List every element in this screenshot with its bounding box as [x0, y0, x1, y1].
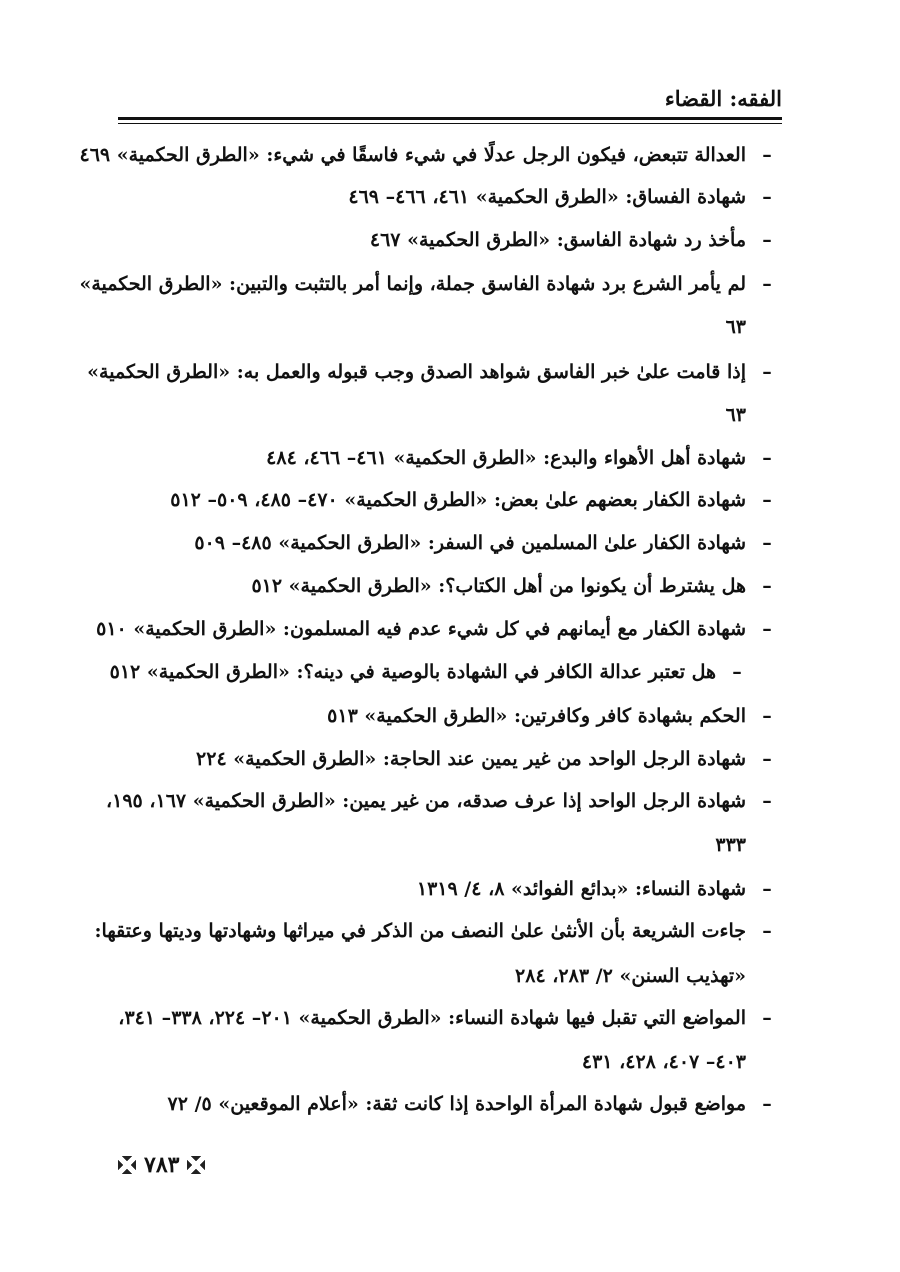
entry-text: شهادة الرجل الواحد من غير يمين عند الحاجة: «الطرق الحكمية» ٢٢٤ [196, 748, 746, 770]
entry-dash: – [762, 878, 772, 900]
entry-text: لم يأمر الشرع برد شهادة الفاسق جملة، وإنما أمر بالتثبت والتبين: «الطرق الحكمية» [79, 273, 746, 295]
entry-dash: – [762, 748, 772, 770]
index-entry [87, 353, 782, 391]
entry-text-continuation: «تهذيب السنن» ٢/ ٢٨٣، ٢٨٤ [515, 965, 746, 987]
index-entry [118, 870, 782, 908]
entry-dash: – [762, 273, 772, 295]
page-folio [118, 1152, 205, 1178]
entry-text: شهادة النساء: «بدائع الفوائد» ٨، ٤/ ١٣١٩ [416, 878, 746, 900]
entry-text: العدالة تتبعض، فيكون الرجل عدلًا في شيء فاسقًا في شيء: «الطرق الحكمية» ٤٦٩ [79, 144, 746, 166]
index-entry-continuation [118, 308, 782, 346]
entry-text: شهادة الكفار بعضهم علىٰ بعض: «الطرق الحكمية» ٤٧٠– ٤٨٥، ٥٠٩– ٥١٢ [170, 489, 746, 511]
header-rule-thin [118, 123, 782, 124]
entry-dash: – [762, 575, 772, 597]
running-header-title: الفقه: القضاء [664, 86, 782, 111]
index-entry [118, 567, 782, 605]
entry-dash: – [762, 920, 772, 942]
index-entry-continuation [118, 1043, 782, 1081]
index-entry [94, 912, 782, 950]
index-entry [118, 524, 782, 562]
entry-dash: – [732, 661, 742, 683]
entry-text: إذا قامت علىٰ خبر الفاسق شواهد الصدق وجب قبوله والعمل به: «الطرق الحكمية» [87, 361, 746, 383]
ornament-right-icon [187, 1156, 205, 1174]
entry-dash: – [762, 532, 772, 554]
index-entry [118, 481, 782, 519]
entry-dash: – [762, 144, 772, 166]
index-entry [109, 653, 782, 691]
entry-dash: – [762, 361, 772, 383]
entry-dash: – [762, 705, 772, 727]
entry-text: المواضع التي تقبل فيها شهادة النساء: «الطرق الحكمية» ٢٠١– ٢٢٤، ٣٣٨– ٣٤١، [118, 1007, 746, 1029]
entry-text: شهادة الكفار مع أيمانهم في كل شيء عدم فيه المسلمون: «الطرق الحكمية» ٥١٠ [96, 618, 746, 640]
entry-text-continuation: ٦٣ [725, 316, 746, 338]
entry-text-continuation: ٤٠٣– ٤٠٧، ٤٢٨، ٤٣١ [581, 1051, 746, 1073]
entry-dash: – [762, 1093, 772, 1115]
index-entry [118, 178, 782, 216]
index-entry [118, 697, 782, 735]
index-entry-continuation [118, 957, 782, 995]
entry-dash: – [762, 186, 772, 208]
entry-text: مأخذ رد شهادة الفاسق: «الطرق الحكمية» ٤٦٧ [369, 229, 746, 251]
entry-text: جاءت الشريعة بأن الأنثىٰ علىٰ النصف من الذكر في ميراثها وشهادتها وديتها وعتقها: [94, 920, 746, 942]
index-entry [79, 265, 782, 303]
index-entry [118, 439, 782, 477]
header-rule-thick [118, 117, 782, 120]
entry-text: مواضع قبول شهادة المرأة الواحدة إذا كانت ثقة: «أعلام الموقعين» ٥/ ٧٢ [167, 1093, 746, 1115]
entry-text: شهادة الرجل الواحد إذا عرف صدقه، من غير يمين: «الطرق الحكمية» ١٦٧، ١٩٥، [105, 790, 746, 812]
index-entry [118, 221, 782, 259]
entry-dash: – [762, 447, 772, 469]
index-entry [118, 740, 782, 778]
index-entry [79, 136, 782, 174]
entry-text-continuation: ٦٣ [725, 404, 746, 426]
entry-text: هل يشترط أن يكونوا من أهل الكتاب؟: «الطرق الحكمية» ٥١٢ [251, 575, 746, 597]
page-number: ٧٨٣ [144, 1152, 180, 1178]
index-entry [96, 610, 782, 648]
index-entry-continuation [118, 396, 782, 434]
ornament-left-icon [118, 1156, 136, 1174]
entry-dash: – [762, 229, 772, 251]
entry-dash: – [762, 790, 772, 812]
entry-text: شهادة الكفار علىٰ المسلمين في السفر: «الطرق الحكمية» ٤٨٥– ٥٠٩ [194, 532, 746, 554]
index-entry-continuation [118, 826, 782, 864]
entry-text: الحكم بشهادة كافر وكافرتين: «الطرق الحكمية» ٥١٣ [327, 705, 746, 727]
entry-dash: – [762, 618, 772, 640]
entry-text: شهادة أهل الأهواء والبدع: «الطرق الحكمية» ٤٦١– ٤٦٦، ٤٨٤ [266, 447, 746, 469]
entry-dash: – [762, 1007, 772, 1029]
entry-text: شهادة الفساق: «الطرق الحكمية» ٤٦١، ٤٦٦– ٤٦٩ [348, 186, 746, 208]
entry-text-continuation: ٣٣٣ [715, 834, 746, 856]
entry-text: هل تعتبر عدالة الكافر في الشهادة بالوصية في دينه؟: «الطرق الحكمية» ٥١٢ [109, 661, 716, 683]
index-entry [105, 782, 782, 820]
index-entry [118, 1085, 782, 1123]
index-entry [118, 999, 782, 1037]
entry-dash: – [762, 489, 772, 511]
